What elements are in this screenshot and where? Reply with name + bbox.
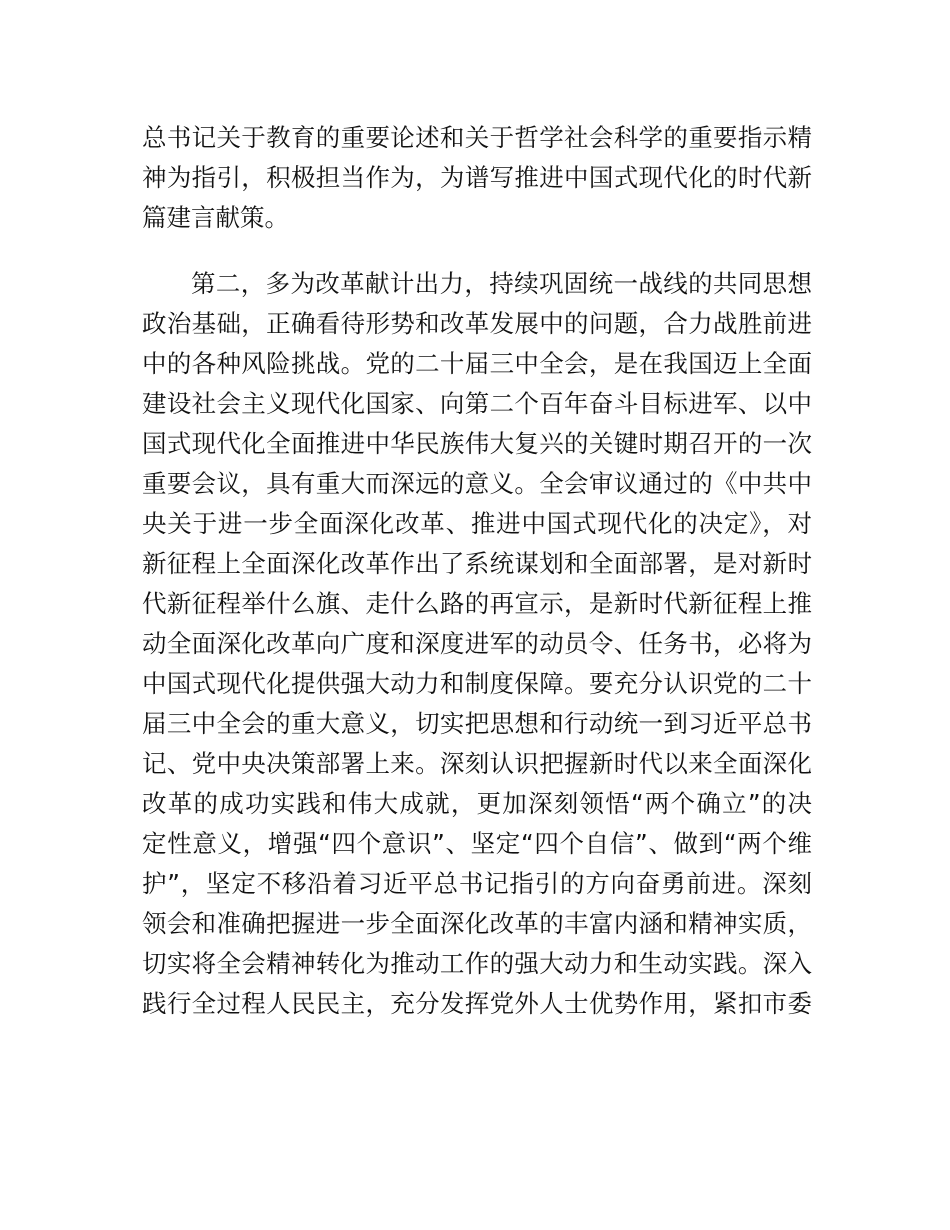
text-line: 中的各种风险挑战。党的二十届三中全会，是在我国迈上全面: [142, 349, 812, 378]
text-line: 护”，坚定不移沿着习近平总书记指引的方向奋勇前进。深刻: [142, 869, 812, 898]
text-line-first: 第二，多为改革献计出力，持续巩固统一战线的共同思想: [191, 269, 812, 298]
text-line: 代新征程举什么旗、走什么路的再宣示，是新时代新征程上推: [142, 589, 812, 618]
text-line: 届三中全会的重大意义，切实把思想和行动统一到习近平总书: [142, 709, 812, 738]
text-line: 中国式现代化提供强大动力和制度保障。要充分认识党的二十: [142, 669, 812, 698]
text-line: 建设社会主义现代化国家、向第二个百年奋斗目标进军、以中: [142, 389, 812, 418]
text-line: 领会和准确把握进一步全面深化改革的丰富内涵和精神实质，: [142, 909, 812, 938]
text-line: 改革的成功实践和伟大成就，更加深刻领悟“两个确立”的决: [142, 789, 812, 818]
text-line: 践行全过程人民民主，充分发挥党外人士优势作用，紧扣市委: [142, 989, 812, 1018]
text-line: 神为指引，积极担当作为，为谱写推进中国式现代化的时代新: [142, 163, 812, 192]
text-line: 政治基础，正确看待形势和改革发展中的问题，合力战胜前进: [142, 309, 812, 338]
text-line: 篇建言献策。: [142, 203, 289, 232]
paragraph-continuation: [142, 118, 812, 238]
paragraph-second-point: [142, 264, 812, 1024]
text-line: 央关于进一步全面深化改革、推进中国式现代化的决定》，对: [142, 509, 812, 538]
text-line: 新征程上全面深化改革作出了系统谋划和全面部署，是对新时: [142, 549, 812, 578]
text-line: 总书记关于教育的重要论述和关于哲学社会科学的重要指示精: [142, 123, 812, 152]
text-line: 重要会议，具有重大而深远的意义。全会审议通过的《中共中: [142, 469, 812, 498]
text-line: 动全面深化改革向广度和深度进军的动员令、任务书，必将为: [142, 629, 812, 658]
text-line: 国式现代化全面推进中华民族伟大复兴的关键时期召开的一次: [142, 429, 812, 458]
text-line: 记、党中央决策部署上来。深刻认识把握新时代以来全面深化: [142, 749, 812, 778]
text-line: 定性意义，增强“四个意识”、坚定“四个自信”、做到“两个维: [142, 829, 812, 858]
text-line: 切实将全会精神转化为推动工作的强大动力和生动实践。深入: [142, 949, 812, 978]
